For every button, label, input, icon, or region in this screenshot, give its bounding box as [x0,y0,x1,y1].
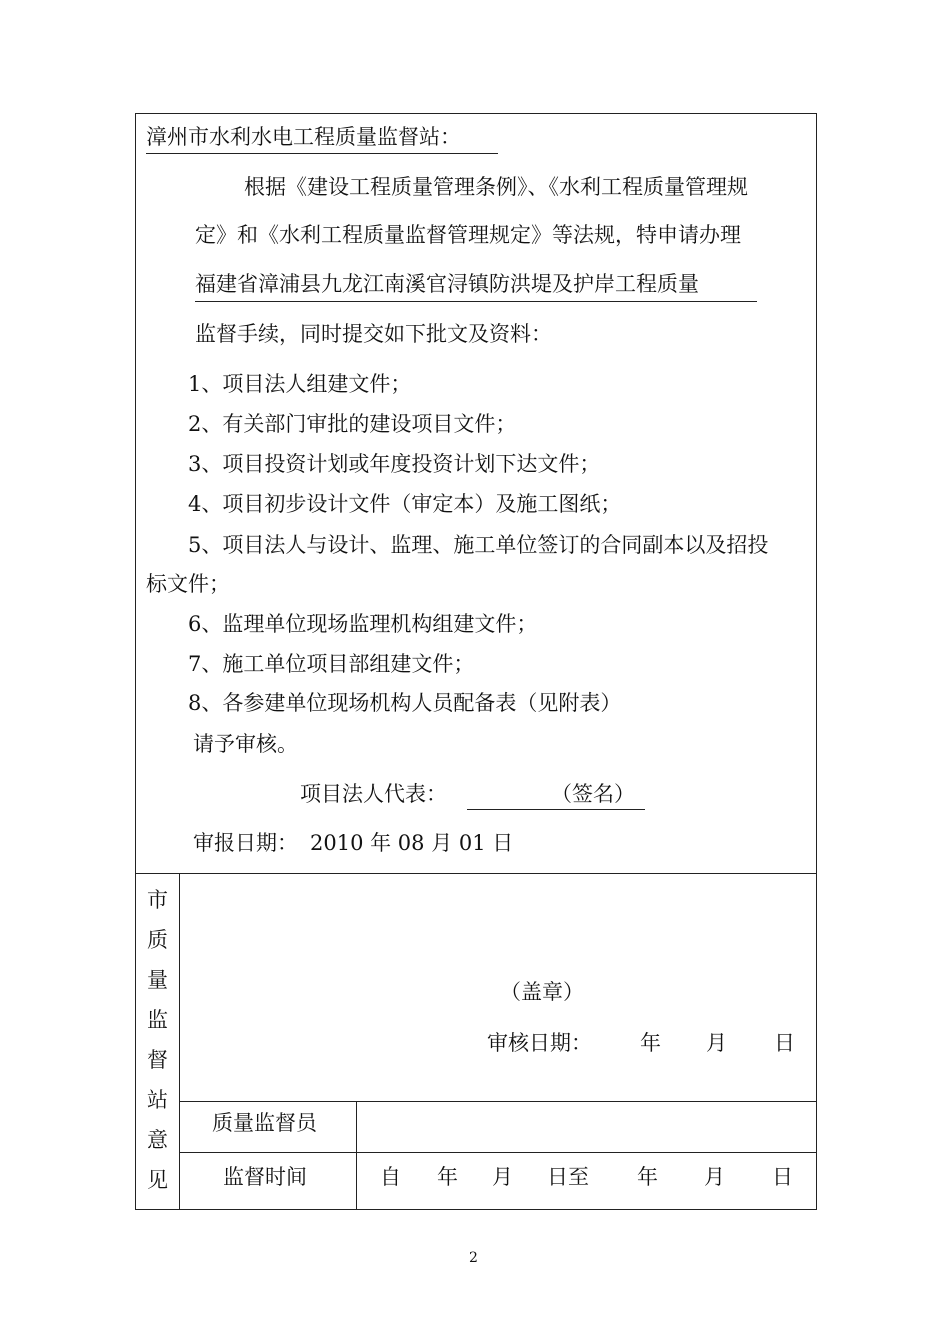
opinion-column-divider [179,873,180,1210]
submission-date-value: 2010 年 08 月 01 日 [310,831,514,855]
period-day-end: 日 [772,1165,793,1189]
label-column-divider [356,1101,357,1210]
list-item: 2、有关部门审批的建设项目文件； [188,412,517,436]
review-month: 月 [706,1031,727,1055]
list-item: 3、项目投资计划或年度投资计划下达文件； [188,452,601,476]
request-text: 请予审核。 [193,732,298,756]
period-day-to: 日至 [547,1165,589,1189]
list-item: 8、各参建单位现场机构人员配备表（见附表） [188,691,622,715]
opinion-vertical-label: 市 质 量 监 督 站 意 见 [147,888,168,1192]
addressee: 漳州市水利水电工程质量监督站： [146,125,461,149]
period-from: 自 [380,1165,401,1189]
para-line-4: 监督手续，同时提交如下批文及资料： [195,322,552,346]
period-month-from: 月 [492,1165,513,1189]
list-item: 5、项目法人与设计、监理、施工单位签订的合同副本以及招投 [188,533,769,557]
addressee-underline [146,153,498,154]
inspector-label: 质量监督员 [212,1111,317,1135]
period-year-to: 年 [637,1165,658,1189]
review-day: 日 [774,1031,795,1055]
page-number: 2 [469,1250,478,1266]
review-year: 年 [640,1031,661,1055]
period-year-from: 年 [437,1165,458,1189]
period-label: 监督时间 [223,1165,307,1189]
representative-label: 项目法人代表： [300,782,447,806]
list-item: 4、项目初步设计文件（审定本）及施工图纸； [188,492,622,516]
project-name: 福建省漳浦县九龙江南溪官浔镇防洪堤及护岸工程质量 [195,272,699,296]
list-item-continued: 标文件； [146,572,230,596]
section-divider [135,873,817,874]
list-item: 1、项目法人组建文件； [188,372,412,396]
signature-underline [467,809,645,810]
list-item: 7、施工单位项目部组建文件； [188,652,475,676]
period-row-top [179,1152,817,1153]
para-line-1: 根据《建设工程质量管理条例》、《水利工程质量管理规 [244,175,748,199]
project-name-underline [195,301,757,302]
para-line-2: 定》和《水利工程质量监督管理规定》等法规，特申请办理 [195,223,741,247]
period-month-to: 月 [704,1165,725,1189]
inspector-row-top [179,1101,817,1102]
signature-label: （签名） [551,782,635,806]
seal-label: （盖章） [500,980,584,1004]
review-date-label: 审核日期： [487,1031,592,1055]
submission-date-label: 审报日期： [193,831,298,855]
list-item: 6、监理单位现场监理机构组建文件； [188,612,538,636]
